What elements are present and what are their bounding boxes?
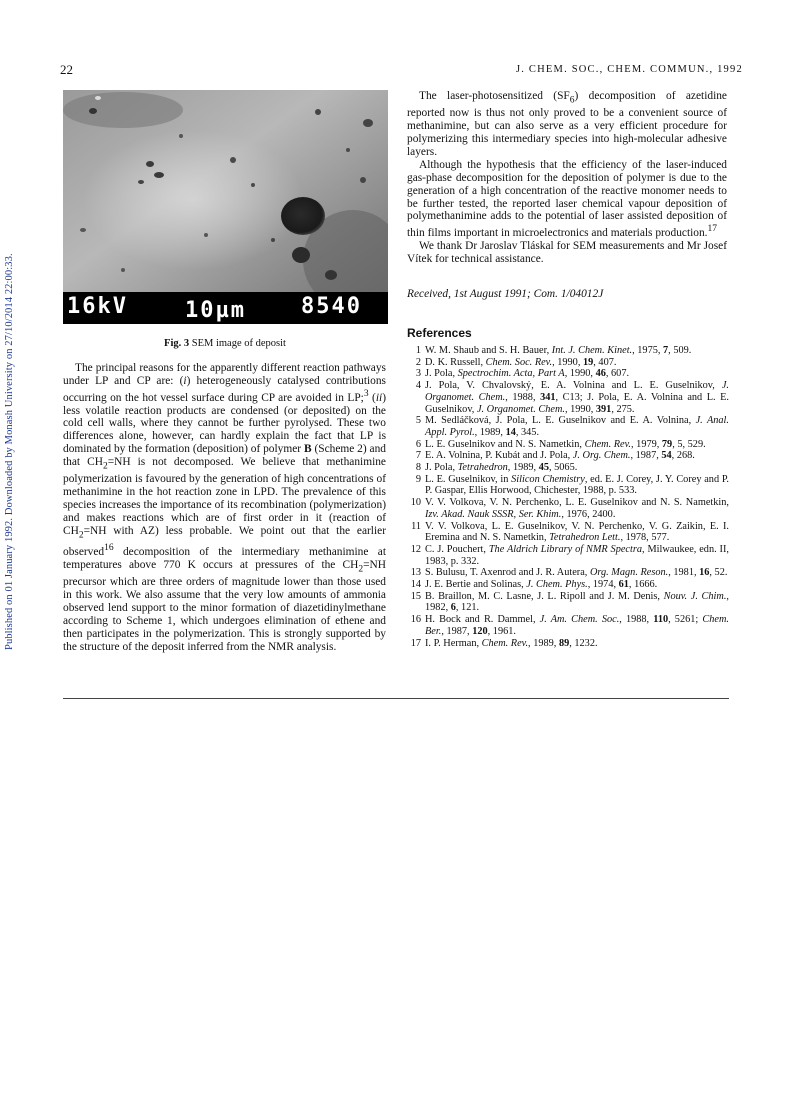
reference-text: J. Pola, Spectrochim. Acta, Part A, 1990, 46, 607. (425, 368, 630, 380)
reference-text: J. Pola, V. Chvalovský, E. A. Volnina and L. E. Guselnikov, J. Organomet. Chem., 1988, 341, C13; J. Pola, E. A. Volnina and L. E. Guselnikov, J. Organomet. Chem., 1990, 391, 275. (425, 380, 729, 415)
reference-item (407, 614, 729, 637)
reference-item (407, 345, 729, 357)
reference-text: B. Braillon, M. C. Lasne, J. L. Ripoll and J. M. Denis, Nouv. J. Chim., 1982, 6, 121. (425, 590, 729, 614)
reference-text: J. Pola, Tetrahedron, 1989, 45, 5065. (425, 462, 578, 474)
reference-item (407, 638, 729, 650)
figure-caption (60, 338, 390, 349)
reference-text: L. E. Guselnikov, in Silicon Chemistry, ed. E. J. Corey, J. Y. Corey and P. P. Gaspar, Ellis Horwood, Chichester, 1988, p. 533. (425, 473, 730, 497)
acknowledgement: We thank Dr Jaroslav Tláskal for SEM measurements and Mr Josef Vítek for technical assistance. (407, 240, 727, 265)
reference-text: J. E. Bertie and Solinas, J. Chem. Phys., 1974, 61, 1666. (425, 579, 658, 591)
reference-number: 3 (415, 368, 421, 380)
reference-item (407, 450, 729, 462)
download-watermark: Published on 01 January 1992. Downloaded by Monash University on 27/10/2014 22:00:33. (4, 253, 15, 650)
sem-micrograph (63, 90, 388, 324)
reference-item (407, 591, 729, 614)
reference-text: E. A. Volnina, P. Kubát and J. Pola, J. Org. Chem., 1987, 54, 268. (425, 450, 695, 462)
reference-text: V. V. Volkova, V. N. Perchenko, L. E. Guselnikov and N. S. Nametkin, Izv. Akad. Nauk SSSR, Ser. Khim., 1976, 2400. (425, 497, 729, 520)
figure-caption-label: Fig. 3 (164, 338, 190, 349)
footer-rule (63, 698, 729, 699)
left-column (63, 362, 386, 653)
reference-item (407, 544, 729, 567)
reference-text: C. J. Pouchert, The Aldrich Library of NMR Spectra, Milwaukee, edn. II, 1983, p. 332. (425, 543, 729, 567)
page-number: 22 (60, 62, 73, 77)
reference-number: 5 (415, 415, 421, 427)
reference-number: 7 (415, 450, 421, 462)
received-line: Received, 1st August 1991; Com. 1/04012J (407, 288, 604, 300)
sem-image-id: 8540 (301, 294, 362, 319)
sem-image (63, 90, 388, 324)
sem-scale: 10µm (185, 298, 246, 323)
reference-number: 1 (415, 345, 421, 356)
reference-text: V. V. Volkova, L. E. Guselnikov, V. N. Perchenko, V. G. Zaikin, E. I. Eremina and N. S. Nametkin, Tetrahedron Lett., 1978, 577. (425, 520, 729, 544)
reference-item (407, 368, 729, 380)
reference-item (407, 521, 729, 544)
reference-text: I. P. Herman, Chem. Rev., 1989, 89, 1232. (425, 637, 598, 649)
body-paragraph: Although the hypothesis that the efficiency of the laser-induced gas-phase decomposition for the deposition of polymer is due to the generation of a high concentration of the reactive monomer needs to be further tested, the reported laser chemical vapour deposition of polymethanimine adds to the potential of laser assisted deposition of thin films important in microelectronics and materials production.$^{17}$ (407, 158, 727, 240)
reference-number: 8 (415, 462, 421, 474)
reference-number: 11 (411, 520, 421, 532)
reference-number: 12 (410, 543, 421, 555)
reference-number: 13 (410, 567, 421, 579)
reference-number: 10 (410, 497, 421, 509)
reference-number: 4 (415, 380, 421, 392)
reference-number: 2 (415, 356, 421, 368)
right-column (407, 90, 727, 266)
reference-text: D. K. Russell, Chem. Soc. Rev., 1990, 19, 407. (425, 356, 617, 368)
reference-number: 6 (415, 438, 421, 450)
reference-number: 17 (410, 637, 421, 649)
reference-item (407, 380, 729, 415)
reference-item (407, 415, 729, 438)
reference-text: L. E. Guselnikov and N. S. Nametkin, Chem. Rev., 1979, 79, 5, 529. (425, 438, 706, 450)
reference-text: W. M. Shaub and S. H. Bauer, Int. J. Chem. Kinet., 1975, 7, 509. (425, 345, 692, 356)
reference-item (407, 497, 729, 520)
reference-text: H. Bock and R. Dammel, J. Am. Chem. Soc., 1988, 110, 5261; Chem. Ber., 1987, 120, 1961. (425, 614, 729, 637)
journal-header: J. CHEM. SOC., CHEM. COMMUN., 1992 (516, 64, 743, 75)
figure-caption-text: SEM image of deposit (191, 338, 286, 349)
reference-item (407, 567, 729, 579)
reference-text: S. Bulusu, T. Axenrod and J. R. Autera, Org. Magn. Reson., 1981, 16, 52. (425, 567, 728, 579)
sem-scale-bar (63, 292, 388, 324)
reference-number: 9 (415, 473, 421, 485)
reference-item (407, 439, 729, 451)
reference-text: M. Sedláčková, J. Pola, L. E. Guselnikov and E. A. Volnina, J. Anal. Appl. Pyrol., 1989, 14, 345. (425, 415, 729, 438)
reference-number: 15 (410, 590, 421, 602)
sem-voltage: 16kV (67, 294, 128, 319)
reference-item (407, 357, 729, 369)
reference-item (407, 462, 729, 474)
reference-number: 16 (410, 614, 421, 626)
reference-item (407, 474, 729, 497)
references-heading: References (407, 326, 472, 340)
reference-item (407, 579, 729, 591)
body-paragraph: The laser-photosensitized $(SF_6)$ decomposition of azetidine reported now is thus not only proved to be a convenient source of methanimine, but can also serve as a very efficient procedure for polymerizing this intermediary species into high-molecular adhesive layers. (407, 90, 727, 158)
reference-list (407, 345, 729, 649)
reference-number: 14 (410, 579, 421, 591)
body-paragraph: The principal reasons for the apparently different reaction pathways under LP and CP are: (i) heterogeneously catalysed contributions occurring on the hot vessel surface during CP are avoided in LP;$^3$ (ii) less volatile reaction products are condensed (or deposited) on the cold cell walls, where they cannot be further pyrolysed. These two differences alone, however, can hardly explain the fact that LP is dominated by the formation (deposition) of polymer B (Scheme 2) and that $CH_2=NH$ is not decomposed. We believe that methanimine polymerization is favoured by the generation of high concentrations of methanimine in the hot reaction zone in LPD. The prevalence of this species increases the importance of its recombination (polymerization) and makes reactions which are of first order in it (reaction of $CH_2=NH$ with AZ) less probable. We point out that the earlier observed$^{16}$ decomposition of the intermediary methanimine at temperatures above 770 K occurs at pressures of the $CH_2=NH$ precursor which are three orders of magnitude lower than those used in this work. We also assume that the very low amounts of ammonia observed lend support to the minor formation of diazetidinylmethane according to Scheme 1, which undergoes elimination of ethene and then participates in the polymerization. This is strongly supported by the structure of the deposit inferred from the NMR analysis. (63, 362, 386, 653)
